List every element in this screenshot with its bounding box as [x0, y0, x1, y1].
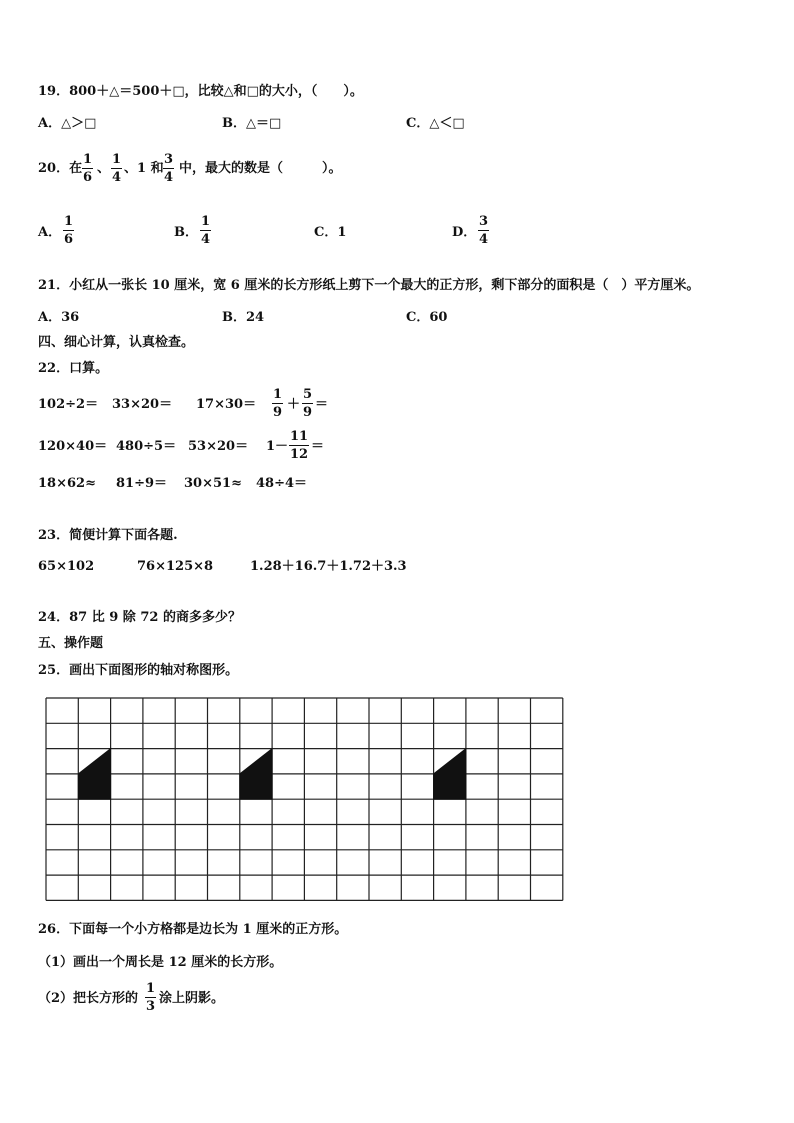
q22-r1-c2: 33×20＝	[112, 397, 173, 412]
q22-r3-c1: 18×62≈	[38, 476, 96, 491]
q20-prefix: 20．在	[38, 161, 83, 176]
q22-r1-eq: ＝	[315, 397, 329, 412]
q25-title: 25．画出下面图形的轴对称图形。	[38, 663, 239, 678]
q22-r1-c3: 17×30＝	[196, 397, 257, 412]
q26-part-2-prefix: （2）把长方形的	[38, 991, 139, 1006]
q22-r3-c3: 30×51≈	[184, 476, 242, 491]
trapezoid-figure	[240, 749, 272, 800]
trapezoid-figure	[434, 749, 466, 800]
q22-r3-c4: 48÷4＝	[256, 476, 308, 491]
q22-title: 22．口算。	[38, 361, 109, 376]
q26-part-2-fraction: 1 3	[146, 981, 156, 1014]
section-4-heading: 四、细心计算，认真检查。	[38, 335, 195, 350]
q19-stem: 19．800＋△＝500＋□，比较△和□的大小，（ ）。	[38, 84, 363, 99]
q20-option-c[interactable]: C．1	[314, 225, 347, 240]
q20-fraction-1-4: 1 4	[112, 152, 122, 185]
q20-sep: 、	[97, 161, 111, 176]
grid-lines	[46, 698, 563, 900]
q26-part-2-suffix: 涂上阴影。	[159, 991, 225, 1006]
q23-item-1: 65×102	[38, 559, 95, 574]
q20-mid: 、1 和	[124, 161, 164, 176]
q20-option-a-fraction[interactable]: 1 6	[64, 214, 74, 247]
q21-option-b[interactable]: B．24	[222, 310, 265, 325]
q19-option-b[interactable]: B．△＝□	[222, 116, 282, 131]
q22-r2-eq: ＝	[311, 439, 325, 454]
q21-option-a[interactable]: A．36	[38, 310, 80, 325]
q22-r1-fraction-5-9: 5 9	[303, 387, 313, 420]
q22-r1-c1: 102÷2＝	[38, 397, 99, 412]
q23-title: 23．简便计算下面各题.	[38, 528, 178, 543]
trapezoid-figure	[78, 749, 110, 800]
q20-option-b-label[interactable]: B．	[174, 225, 198, 240]
q23-item-2: 76×125×8	[137, 559, 214, 574]
q20-option-b-fraction[interactable]: 1 4	[201, 214, 211, 247]
q26-title: 26．下面每一个小方格都是边长为 1 厘米的正方形。	[38, 922, 348, 937]
q22-r2-fraction-11-12: 11 12	[290, 429, 309, 462]
q22-r2-c3: 53×20＝	[188, 439, 249, 454]
q22-r1-fraction-1-9: 1 9	[273, 387, 283, 420]
q20-option-a-label[interactable]: A．	[38, 225, 62, 240]
q22-r1-plus: ＋	[287, 397, 301, 412]
q21-option-c[interactable]: C．60	[406, 310, 448, 325]
q19-option-a[interactable]: A．△＞□	[38, 116, 97, 131]
q20-fraction-1-6: 1 6	[83, 152, 93, 185]
q19-option-c[interactable]: C．△＜□	[406, 116, 465, 131]
q22-r3-c2: 81÷9＝	[116, 476, 168, 491]
q20-option-d-label[interactable]: D．	[452, 225, 477, 240]
q26-part-1: （1）画出一个周长是 12 厘米的长方形。	[38, 955, 283, 970]
grid-shapes	[78, 749, 466, 800]
q22-r2-c1: 120×40＝	[38, 439, 108, 454]
q22-r2-c2: 480÷5＝	[116, 439, 177, 454]
q23-item-3: 1.28＋16.7＋1.72＋3.3	[250, 559, 407, 574]
q24-stem: 24．87 比 9 除 72 的商多多少？	[38, 610, 241, 625]
q20-fraction-3-4: 3 4	[164, 152, 174, 185]
q20-option-d-fraction[interactable]: 3 4	[479, 214, 489, 247]
q20-suffix: 中，最大的数是（ ）。	[179, 161, 342, 176]
section-5-heading: 五、操作题	[38, 636, 104, 651]
q21-stem: 21．小红从一张长 10 厘米，宽 6 厘米的长方形纸上剪下一个最大的正方形，剩下部分的面积是（ ）平方厘米。	[38, 278, 700, 293]
q22-r2-one-minus: 1－	[266, 439, 289, 454]
